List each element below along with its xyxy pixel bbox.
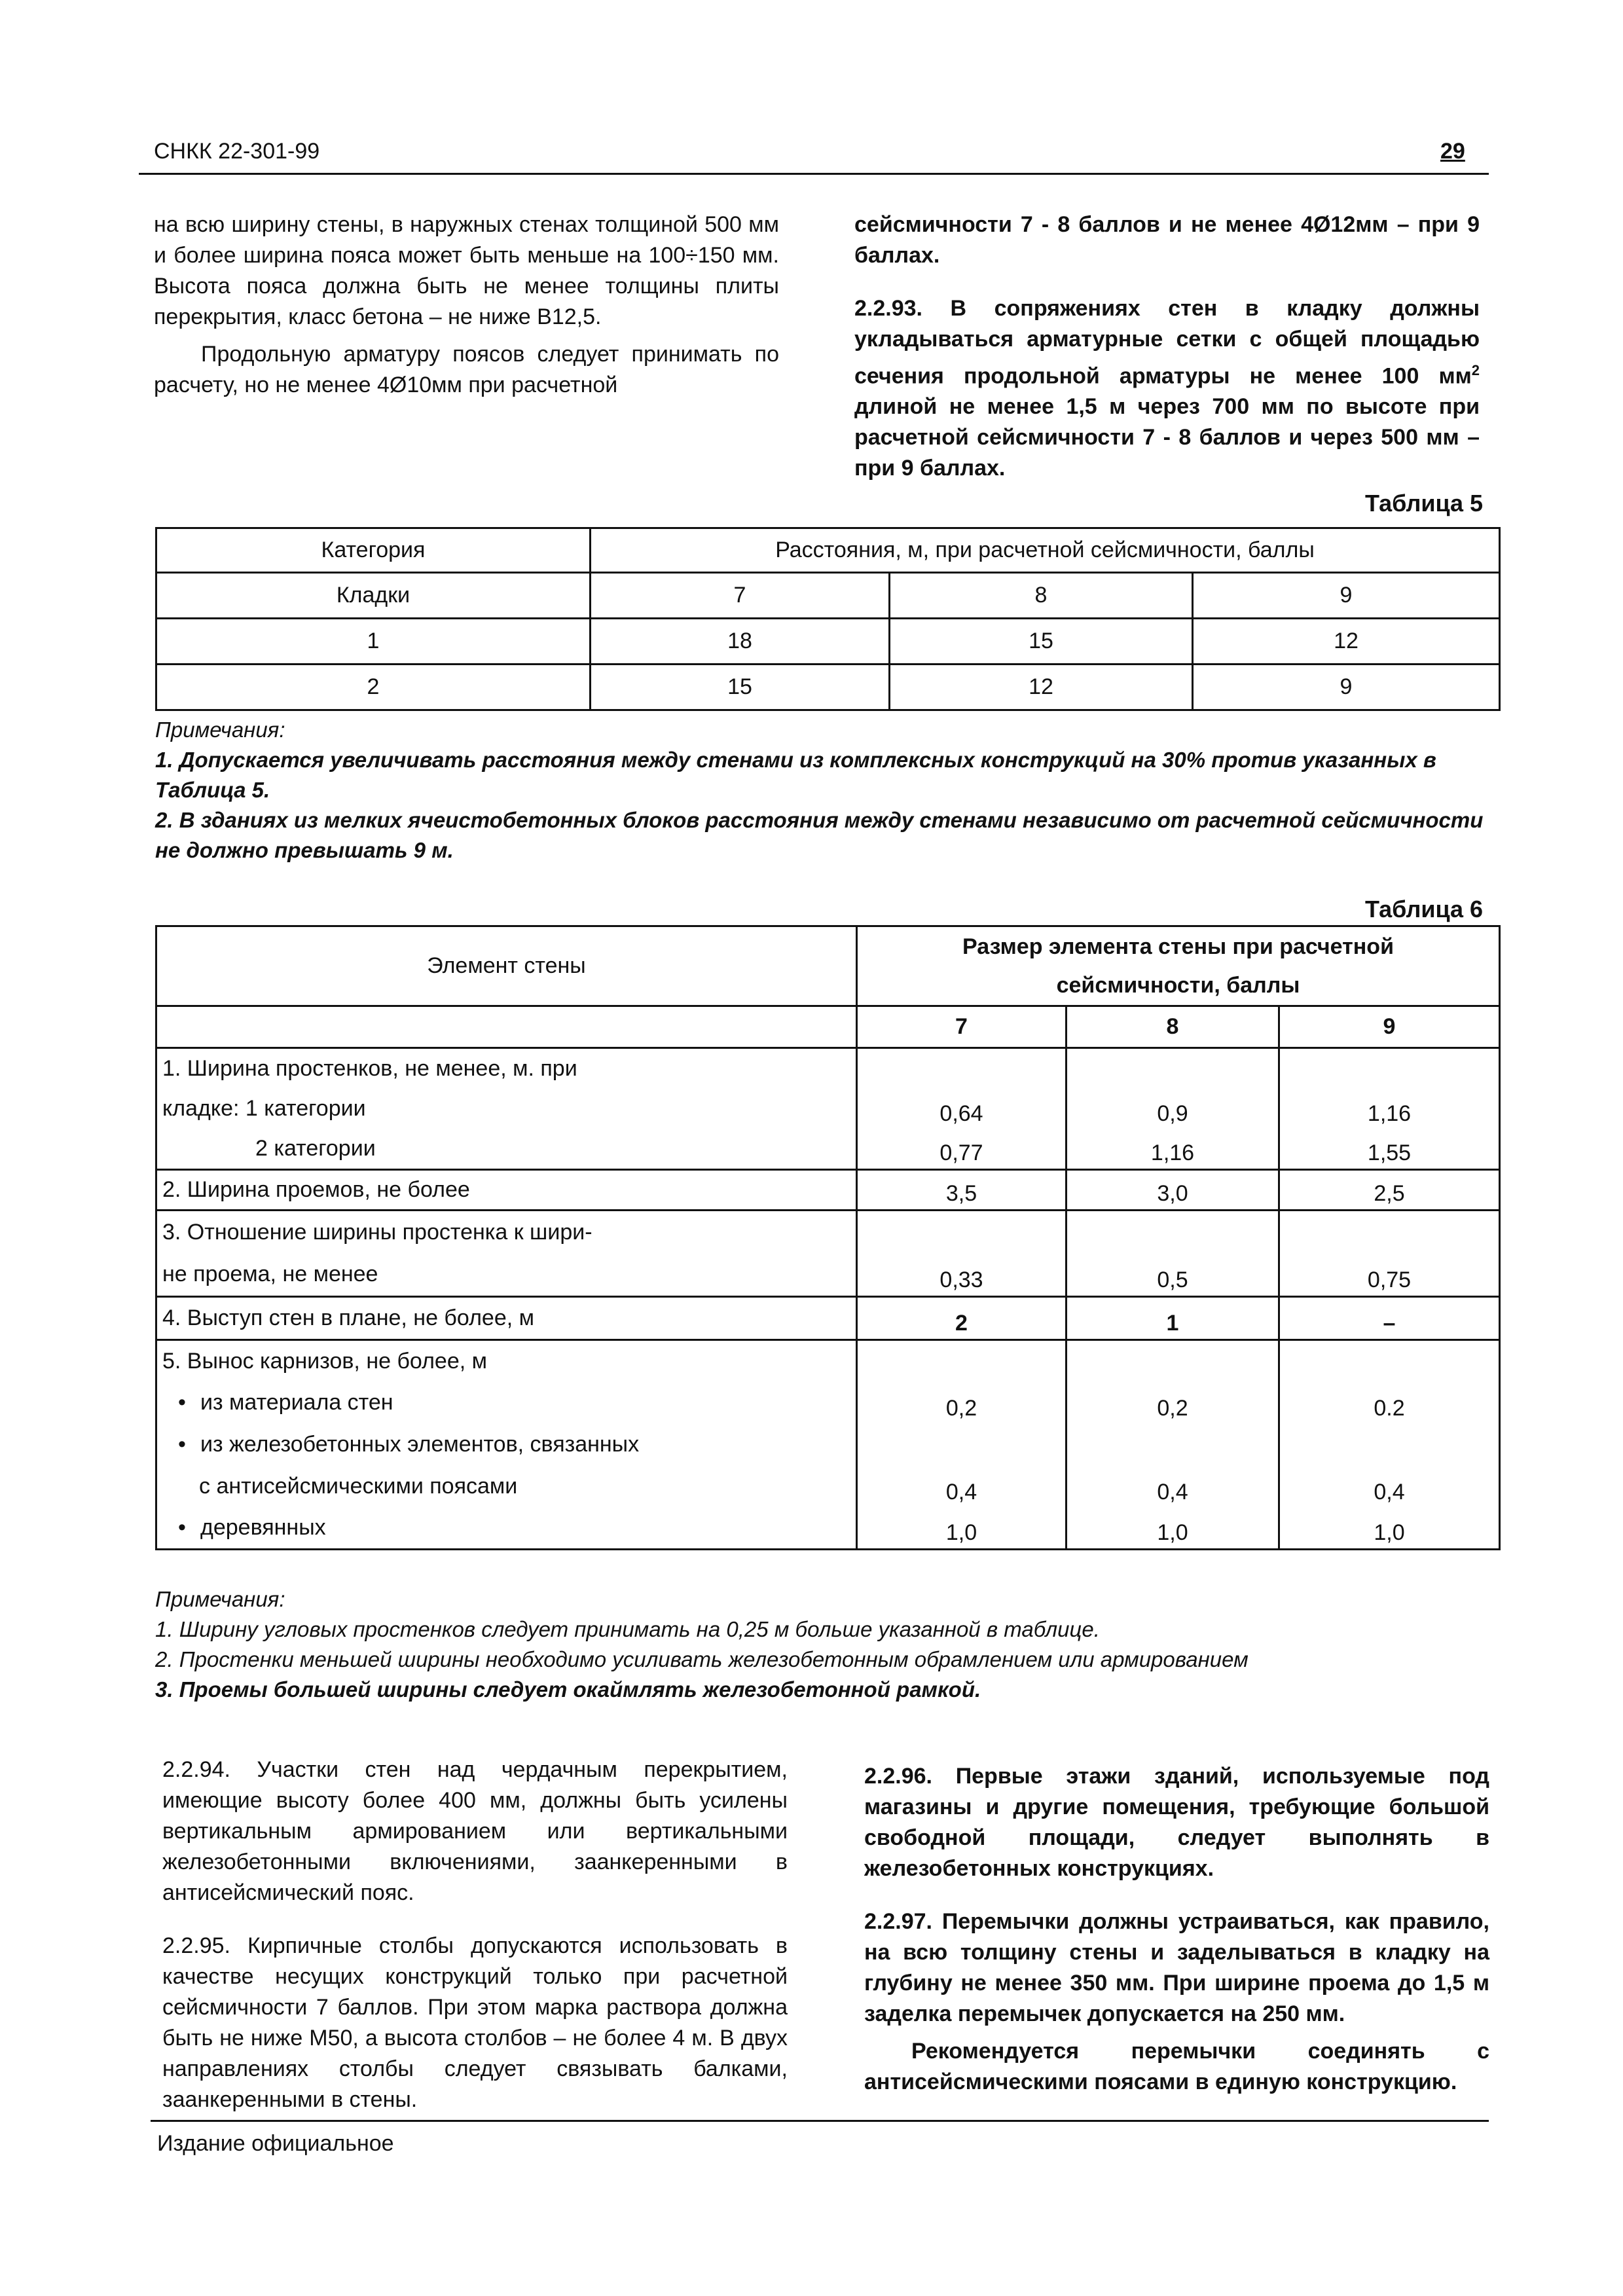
t6-empty xyxy=(1279,1048,1500,1089)
t6-header-size-2: сейсмичности, баллы xyxy=(857,967,1500,1006)
t6-notes-title: Примечания: xyxy=(155,1587,285,1611)
t5-note-2: 2. В зданиях из мелких ячеистобетонных блоков расстояния между стенами независимо от расчетной сейсмичности не должно превышать 9 м. xyxy=(155,808,1484,862)
t6-g1-cat1: кладке: 1 категории xyxy=(156,1089,857,1129)
t6-empty xyxy=(1279,1211,1500,1254)
t6-empty xyxy=(1067,1048,1279,1089)
t6-col-7: 7 xyxy=(857,1006,1067,1048)
t6-cell: – xyxy=(1279,1297,1500,1340)
t6-cell: 0,64 xyxy=(857,1089,1067,1129)
bottom-left-column xyxy=(162,1755,788,2115)
table6-caption: Таблица 6 xyxy=(1365,896,1484,922)
t6-note-1: 1. Ширину угловых простенков следует принимать на 0,25 м больше указанной в таблице. xyxy=(155,1617,1100,1641)
bottom-right-column xyxy=(864,1761,1489,2098)
t6-cell: 1,0 xyxy=(1067,1508,1279,1550)
t6-cell: 0,33 xyxy=(857,1254,1067,1297)
table6-notes xyxy=(155,1584,1497,1705)
t6-header-element: Элемент стены xyxy=(156,926,857,1006)
t6-cell: 1,0 xyxy=(1279,1508,1500,1550)
t6-cell: 0,9 xyxy=(1067,1089,1279,1129)
t6-g5-wooden: • деревянных xyxy=(156,1508,857,1550)
t6-cell: 0.2 xyxy=(1279,1382,1500,1424)
t6-g3-sub: не проема, не менее xyxy=(156,1254,857,1297)
t6-g4-title: 4. Выступ стен в плане, не более, м xyxy=(156,1297,857,1340)
paragraph-belt-reinforcement: Продольную арматуру поясов следует принимать по расчету, но не менее 4Ø10мм при расчетной xyxy=(154,342,779,397)
t6-cell: 0,75 xyxy=(1279,1254,1500,1297)
paragraph-recommendation: Рекомендуется перемычки соединять с антисейсмическими поясами в единую конструкцию. xyxy=(864,2039,1489,2094)
t6-header-blank xyxy=(156,1006,857,1048)
t6-empty xyxy=(1067,1424,1279,1466)
t6-g1-title: 1. Ширина простенков, не менее, м. при xyxy=(156,1048,857,1089)
table5-caption: Таблица 5 xyxy=(1365,490,1484,517)
doc-code: СНКК 22-301-99 xyxy=(154,139,320,164)
t6-empty xyxy=(1279,1340,1500,1382)
t6-cell: 2 xyxy=(857,1297,1067,1340)
top-left-column xyxy=(154,210,779,401)
t6-cell: 0,4 xyxy=(1279,1466,1500,1508)
t6-empty xyxy=(1067,1211,1279,1254)
t6-cell: 3,5 xyxy=(857,1170,1067,1211)
t5-cat: 1 xyxy=(156,619,591,665)
t6-g1-cat2: 2 категории xyxy=(156,1129,857,1170)
t6-empty xyxy=(857,1048,1067,1089)
t5-col-8: 8 xyxy=(890,573,1193,619)
t6-cell: 2,5 xyxy=(1279,1170,1500,1211)
t6-note-3: 3. Проемы большей ширины следует окаймлять железобетонной рамкой. xyxy=(155,1677,981,1702)
paragraph-2-2-97: 2.2.97. Перемычки должны устраиваться, как правило, на всю толщину стены и заделываться в кладку на глубину не менее 350 мм. При ширине проема до 1,5 м заделка перемычек допускается на 250 мм. xyxy=(864,1909,1489,2026)
t6-cell: 0,4 xyxy=(1067,1466,1279,1508)
t6-cell: 0,5 xyxy=(1067,1254,1279,1297)
t6-g5-antiseismic: с антисейсмическими поясами xyxy=(156,1466,857,1508)
page-number: 29 xyxy=(1440,139,1465,164)
paragraph-belt-width: на всю ширину стены, в наружных стенах толщиной 500 мм и более ширина пояса может быть меньше на 100÷150 мм. Высота пояса должна быть не менее толщины плиты перекрытия, класс бетона – не ниже В12,5. xyxy=(154,212,779,329)
t5-cat: 2 xyxy=(156,665,591,710)
footer-rule xyxy=(151,2120,1489,2122)
t6-empty xyxy=(1067,1340,1279,1382)
t6-cell: 1 xyxy=(1067,1297,1279,1340)
top-right-column xyxy=(854,210,1480,484)
t6-empty xyxy=(857,1211,1067,1254)
t6-empty xyxy=(857,1424,1067,1466)
t6-empty xyxy=(1279,1424,1500,1466)
t6-g5-concrete-elements: • из железобетонных элементов, связанных xyxy=(156,1424,857,1466)
p2293-text-a: 2.2.93. В сопряжениях стен в кладку должны укладываться арматурные сетки с общей площадью сечения продольной арматуры не менее 100 мм xyxy=(854,296,1480,389)
t6-g5-title: 5. Вынос карнизов, не более, м xyxy=(156,1340,857,1382)
table5 xyxy=(155,527,1501,711)
paragraph-2-2-95: 2.2.95. Кирпичные столбы допускаются использовать в качестве несущих конструкций только при расчетной сейсмичности 7 баллов. При этом марка раствора должна быть не ниже М50, а высота столбов – не более 4 м. В двух направлениях столбы следует связывать балками, заанкеренными в стены. xyxy=(162,1933,788,2112)
p2293-text-b: длиной не менее 1,5 м через 700 мм по высоте при расчетной сейсмичности 7 - 8 баллов и через 500 мм – при 9 баллах. xyxy=(854,394,1480,481)
edition-label: Издание официальное xyxy=(157,2131,394,2156)
paragraph-2-2-93 xyxy=(854,293,1480,484)
t5-header-category: Категория xyxy=(156,528,591,573)
t6-cell: 1,55 xyxy=(1279,1129,1500,1170)
t6-cell: 0,2 xyxy=(1067,1382,1279,1424)
t5-cell: 12 xyxy=(890,665,1193,710)
t6-g2-title: 2. Ширина проемов, не более xyxy=(156,1170,857,1211)
t6-col-8: 8 xyxy=(1067,1006,1279,1048)
t6-header-size-1: Размер элемента стены при расчетной xyxy=(857,926,1500,967)
p2293-superscript: 2 xyxy=(1471,362,1480,378)
t6-cell: 1,16 xyxy=(1279,1089,1500,1129)
t6-cell: 0,77 xyxy=(857,1129,1067,1170)
t5-col-9: 9 xyxy=(1193,573,1500,619)
t6-cell: 1,0 xyxy=(857,1508,1067,1550)
t6-cell: 0,4 xyxy=(857,1466,1067,1508)
paragraph-2-2-96: 2.2.96. Первые этажи зданий, используемые под магазины и другие помещения, требующие большой свободной площади, следует выполнять в железобетонных конструкциях. xyxy=(864,1764,1489,1881)
t5-cell: 12 xyxy=(1193,619,1500,665)
t5-cell: 15 xyxy=(890,619,1193,665)
paragraph-seismicity-continued: сейсмичности 7 - 8 баллов и не менее 4Ø12мм – при 9 баллах. xyxy=(854,212,1480,268)
t5-notes-title: Примечания: xyxy=(155,718,285,742)
t6-cell: 3,0 xyxy=(1067,1170,1279,1211)
t6-cell: 0,2 xyxy=(857,1382,1067,1424)
paragraph-2-2-94: 2.2.94. Участки стен над чердачным перекрытием, имеющие высоту более 400 мм, должны быть усилены вертикальным армированием или вертикальными железобетонными включениями, заанкеренными в антисейсмический пояс. xyxy=(162,1757,788,1905)
t6-g3-title: 3. Отношение ширины простенка к шири- xyxy=(156,1211,857,1254)
t5-cell: 18 xyxy=(591,619,890,665)
t5-header-masonry: Кладки xyxy=(156,573,591,619)
t6-note-2: 2. Простенки меньшей ширины необходимо усиливать железобетонным обрамлением или армированием xyxy=(155,1647,1249,1671)
table5-notes xyxy=(155,715,1497,866)
t5-header-distance: Расстояния, м, при расчетной сейсмичности, баллы xyxy=(591,528,1500,573)
t6-col-9: 9 xyxy=(1279,1006,1500,1048)
t5-col-7: 7 xyxy=(591,573,890,619)
t6-empty xyxy=(857,1340,1067,1382)
t5-note-1: 1. Допускается увеличивать расстояния между стенами из комплексных конструкций на 30% против указанных в Таблица 5. xyxy=(155,748,1436,802)
t6-g5-wall-material: • из материала стен xyxy=(156,1382,857,1424)
t5-cell: 9 xyxy=(1193,665,1500,710)
table6 xyxy=(155,925,1501,1550)
header-rule xyxy=(139,173,1489,175)
t5-cell: 15 xyxy=(591,665,890,710)
t6-cell: 1,16 xyxy=(1067,1129,1279,1170)
